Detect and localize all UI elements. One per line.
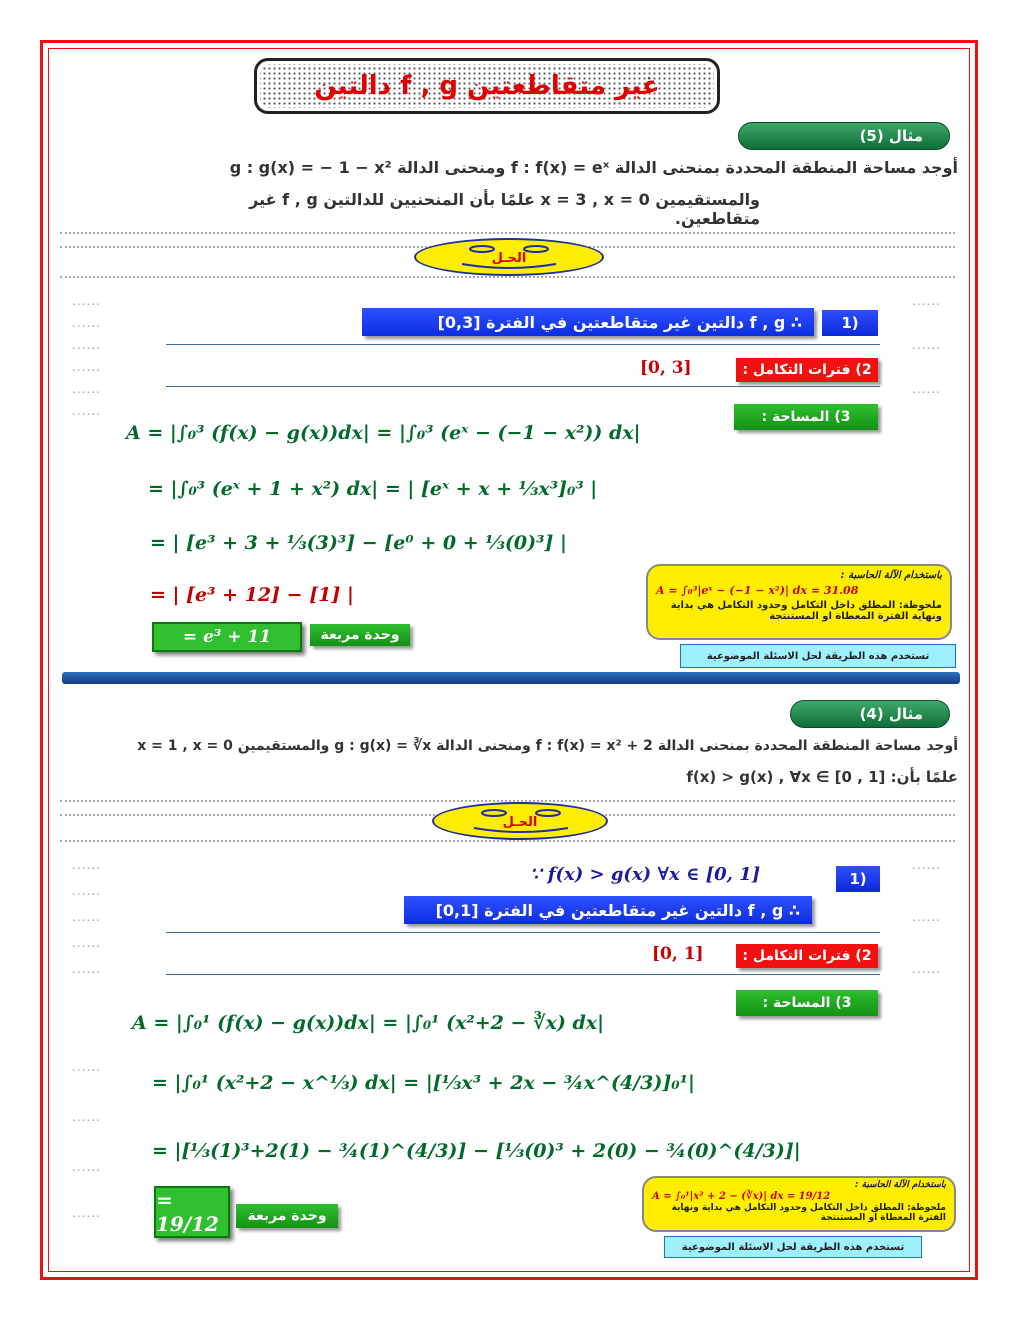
example-4-tab-label: مثال (4) [859,705,923,723]
example-5-question-line2: والمستقيمين x = 3 , x = 0 علمًا بأن المنحنيين للدالتين f , g غير متقاطعين. [249,190,760,228]
example-4-step1-condition: ∵ f(x) > g(x) ∀x ∈ [0, 1] [530,864,761,885]
side-dots: ...... [72,1206,101,1220]
example-5-unit-label: وحدة مربعة [310,624,410,646]
answer-value: = 19/12 [156,1188,219,1236]
calculator-formula: A = ∫₀¹|x² + 2 − (∛x)| dx = 19/12 [652,1191,831,1202]
side-dots: ...... [912,294,941,308]
calculator-note: ملحوظة: المطلق داخل التكامل وحدود التكامل هي بداية ونهاية الفترة المعطاة او المستنتجة [670,600,942,622]
example-4-tab [790,700,950,728]
side-dots: ...... [72,294,101,308]
side-dots: ...... [912,382,941,396]
solution-label: الحـل [502,815,538,830]
example-4-step1-bar [404,896,812,924]
example-5-equation-4: = | [e³ + 12] − [1] | [150,584,354,606]
example-5-step1-number [822,310,878,336]
side-dots: ...... [912,910,941,924]
example-5-equation-3: = | [e³ + 3 + ⅓(3)³] − [e⁰ + 0 + ⅓(0)³] | [150,532,567,554]
side-dots: ...... [72,1160,101,1174]
example-4-equation-3: = |[⅓(1)³+2(1) − ¾(1)^(4/3)] − [⅓(0)³ + 2(0) − ¾(0)^(4/3)]| [152,1140,801,1162]
example-4-unit-label: وحدة مربعة [236,1204,338,1228]
side-dots: ...... [72,316,101,330]
example-5-equation-1: A = |∫₀³ (f(x) − g(x))dx| = |∫₀³ (eˣ − (−1 − x²)) dx| [126,422,641,444]
example-4-equation-2: = |∫₀¹ (x²+2 − x^⅓) dx| = |[⅓x³ + 2x − ¾x^(4/3)]₀¹| [152,1072,695,1094]
separator [166,932,880,933]
calculator-title: باستخدام الآلة الحاسبة : [840,570,942,581]
example-4-integration-interval: [0, 1] [652,944,704,964]
calculator-title: باستخدام الآلة الحاسبة : [854,1180,946,1190]
example-5-method-note: تستخدم هذه الطريقة لحل الاسئلة الموضوعية [680,644,956,668]
side-dots: ...... [72,962,101,976]
example-4-integration-label: 2) فترات التكامل : [736,944,878,968]
separator [166,974,880,975]
separator [166,344,880,345]
side-dots: ...... [72,1110,101,1124]
example-5-tab-label: مثال (5) [859,127,923,145]
example-5-area-label: 3) المساحة : [734,404,878,430]
side-dots: ...... [72,1060,101,1074]
calculator-note: ملحوظة: المطلق داخل التكامل وحدود التكامل هي بداية ونهاية الفترة المعطاة او المستنتجة [671,1203,946,1223]
side-dots: ...... [72,338,101,352]
side-dots: ...... [72,884,101,898]
side-dots: ...... [72,910,101,924]
example-4-question-line1: أوجد مساحة المنطقة المحددة بمنحنى الدالة f : f(x) = x² + 2 ومنحنى الدالة g : g(x) = ∛x والمستقيمين x = 1 , x = 0 [137,738,958,754]
dotted-line [60,840,955,842]
example-4-calculator-box [642,1176,956,1232]
example-4-question-line2: علمًا بأن: f(x) > g(x) , ∀x ∈ [0 , 1] [686,768,958,786]
answer-value: = e³ + 11 [182,627,272,647]
side-dots: ...... [72,936,101,950]
dotted-line [60,232,955,234]
separator [166,386,880,387]
side-dots: ...... [72,858,101,872]
example-5-calculator-box [646,564,952,640]
step-number: 1) [849,870,867,888]
page-title-box [254,58,720,114]
example-5-step1-bar [362,308,814,336]
side-dots: ...... [912,962,941,976]
solution-label: الحـل [491,251,527,266]
side-dots: ...... [912,338,941,352]
smiley-face-icon [454,242,564,272]
example-5-tab [738,122,950,150]
side-dots: ...... [72,404,101,418]
side-dots: ...... [72,360,101,374]
section-divider [62,672,960,684]
example-4-answer [154,1186,230,1238]
side-dots: ...... [72,382,101,396]
example-5-integration-interval: [0, 3] [640,358,692,378]
dotted-line [60,276,955,278]
smiley-face-icon [466,806,576,836]
step1-text: ∴ f , g دالتين غير متقاطعتين في الفترة [0,3] [437,312,802,332]
example-5-equation-2: = |∫₀³ (eˣ + 1 + x²) dx| = | [eˣ + x + ⅓x³]₀³ | [148,478,598,500]
step1-text: ∴ f , g دالتين غير متقاطعتين في الفترة [0,1] [435,900,800,920]
example-5-question-line1: أوجد مساحة المنطقة المحددة بمنحنى الدالة f : f(x) = eˣ ومنحنى الدالة g : g(x) = − 1 − x² [229,158,958,177]
example-4-area-label: 3) المساحة : [736,990,878,1016]
example-5-answer [152,622,302,652]
page-title: دالتين f , g غير متقاطعتين [314,71,660,101]
example-5-integration-label: 2) فترات التكامل : [736,358,878,382]
calculator-formula: A = ∫₀³|eˣ − (−1 − x²)| dx = 31.08 [656,584,859,597]
example-4-equation-1: A = |∫₀¹ (f(x) − g(x))dx| = |∫₀¹ (x²+2 − ∛x) dx| [132,1012,604,1034]
side-dots: ...... [912,858,941,872]
example-4-method-note: تستخدم هذه الطريقة لحل الاسئلة الموضوعية [664,1236,922,1258]
step-number: 1) [841,314,859,332]
example-4-step1-number [836,866,880,892]
